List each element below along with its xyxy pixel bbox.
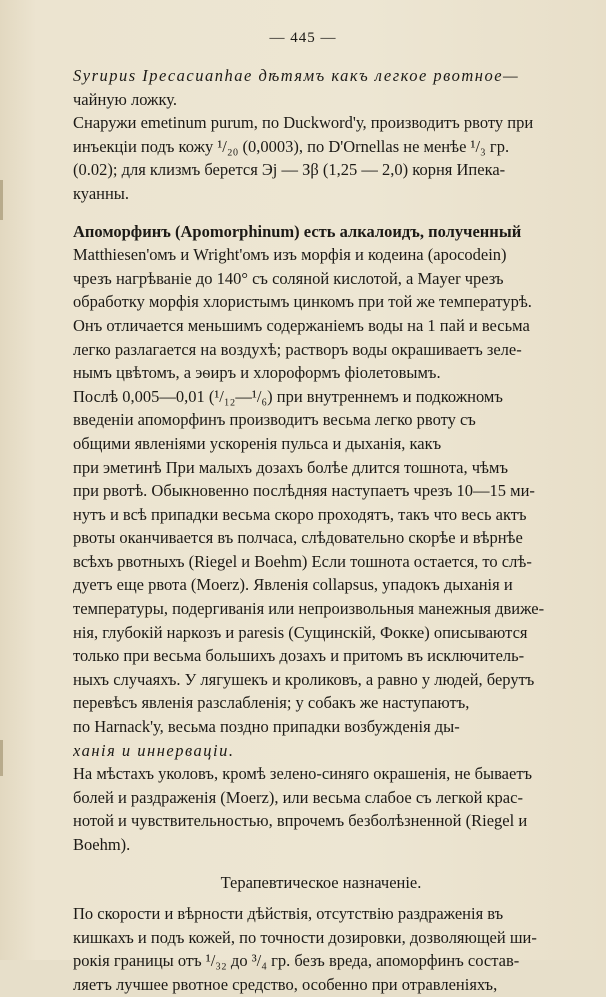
text-line: инъекціи подъ кожу ¹/₂₀ (0,0003), по D'Ornellas не менѣе ¹/₃ гр.	[73, 136, 510, 156]
text-line: На мѣстахъ уколовъ, кромѣ зелено-синяго окрашенія, не бываетъ	[73, 764, 533, 784]
text-line: всѣхъ рвотныхъ (Riegel и Boehm) Если тошнота остается, то слѣ-	[73, 551, 532, 571]
text-line: общими явленіями ускоренія пульса и дыханія, какъ	[73, 433, 442, 453]
text-line: Boehm).	[73, 835, 131, 854]
text-line: ханія и иннерваціи.	[73, 740, 235, 760]
text-line: обработку морфія хлористымъ цинкомъ при той же температурѣ.	[73, 292, 532, 312]
text-line: при рвотѣ. Обыкновенно послѣдняя наступаетъ чрезъ 10—15 ми-	[73, 481, 535, 501]
text-line: болей и раздраженія (Moerz), или весьма слабое съ легкой крас-	[73, 787, 523, 807]
text-line: введеніи апоморфинъ производитъ весьма легко рвоту съ	[73, 410, 476, 430]
text-line: чрезъ нагрѣваніе до 140° съ соляной кислотой, а Mayer чрезъ	[73, 268, 504, 288]
text-line: ляетъ лучшее рвотное средство, особенно при отравленіяхъ,	[73, 974, 498, 994]
text-line: дуетъ еще рвота (Moerz). Явленія collapsus, упадокъ дыханія и	[73, 575, 513, 595]
text-line: нутъ и всѣ припадки весьма скоро проходятъ, такъ что весь актъ	[73, 504, 527, 524]
page-edge-shadow	[0, 740, 3, 776]
text-line: Апоморфинъ (Apomorphinum) есть алкалоидъ, полученный	[73, 221, 522, 241]
text-line: Matthiesen'омъ и Wright'омъ изъ морфія и кодеина (apocodein)	[73, 245, 507, 265]
text-line: нія, глубокій наркозъ и paresis (Сущинскій, Фокке) описываются	[73, 622, 528, 642]
text-line: Онъ отличается меньшимъ содержаніемъ воды на 1 пай и весьма	[73, 315, 530, 335]
paragraph-gap	[73, 894, 569, 902]
page-number: — 445 —	[269, 30, 337, 46]
text-line: (0.02); для клизмъ берется Эj — Зβ (1,25 — 2,0) корня Ипека-	[73, 160, 506, 180]
text-line: по Harnack'у, весьма поздно припадки возбужденія ды-	[73, 717, 460, 737]
text-line: рокія границы отъ ¹/₃₂ до ³/₄ гр. безъ вреда, апоморфинъ состав-	[73, 951, 520, 971]
text-line: температуры, подергиванія или непроизвольныя манежныя движе-	[73, 599, 545, 619]
text-line: нымъ цвѣтомъ, а эѳиръ и хлороформъ фіолетовымъ.	[73, 363, 441, 383]
text-line: Syrupus Ipecacuanhae дѣтямъ какъ легкое рвотное—	[73, 66, 520, 85]
text-line: Послѣ 0,005—0,01 (¹/₁₂—¹/₆) при внутреннемъ и подкожномъ	[73, 386, 503, 406]
page-body	[73, 64, 569, 997]
paragraph-gap	[73, 857, 569, 871]
text-line: легко разлагается на воздухѣ; растворъ воды окрашиваетъ зеле-	[73, 339, 522, 359]
text-line: только при весьма большихъ дозахъ и притомъ въ исключитель-	[73, 646, 525, 666]
text-line: нотой и чувствительностью, впрочемъ безболѣзненной (Riegel и	[73, 811, 528, 831]
section-heading: Терапевтическое назначеніе.	[220, 872, 422, 892]
paragraph-gap	[73, 206, 569, 220]
text-line: ныхъ случаяхъ. У лягушекъ и кроликовъ, а равно у людей, берутъ	[73, 669, 535, 689]
text-line: куанны.	[73, 183, 130, 203]
text-line: при эметинѣ При малыхъ дозахъ болѣе длится тошнота, чѣмъ	[73, 457, 508, 477]
text-line: рвоты оканчивается въ полчаса, слѣдовательно скорѣе и вѣрнѣе	[73, 528, 523, 548]
text-line: кишкахъ и подъ кожей, по точности дозировки, дозволяющей ши-	[73, 927, 537, 947]
page-edge-shadow	[0, 180, 3, 220]
text-line: По скорости и вѣрности дѣйствія, отсутствію раздраженія въ	[73, 904, 504, 924]
text-line: Снаружи emetinum purum, по Duckword'у, производитъ рвоту при	[73, 113, 534, 133]
text-line: перевѣсъ явленія разслабленія; у собакъ же наступаютъ,	[73, 693, 470, 713]
text-line: чайную ложку.	[73, 89, 177, 109]
